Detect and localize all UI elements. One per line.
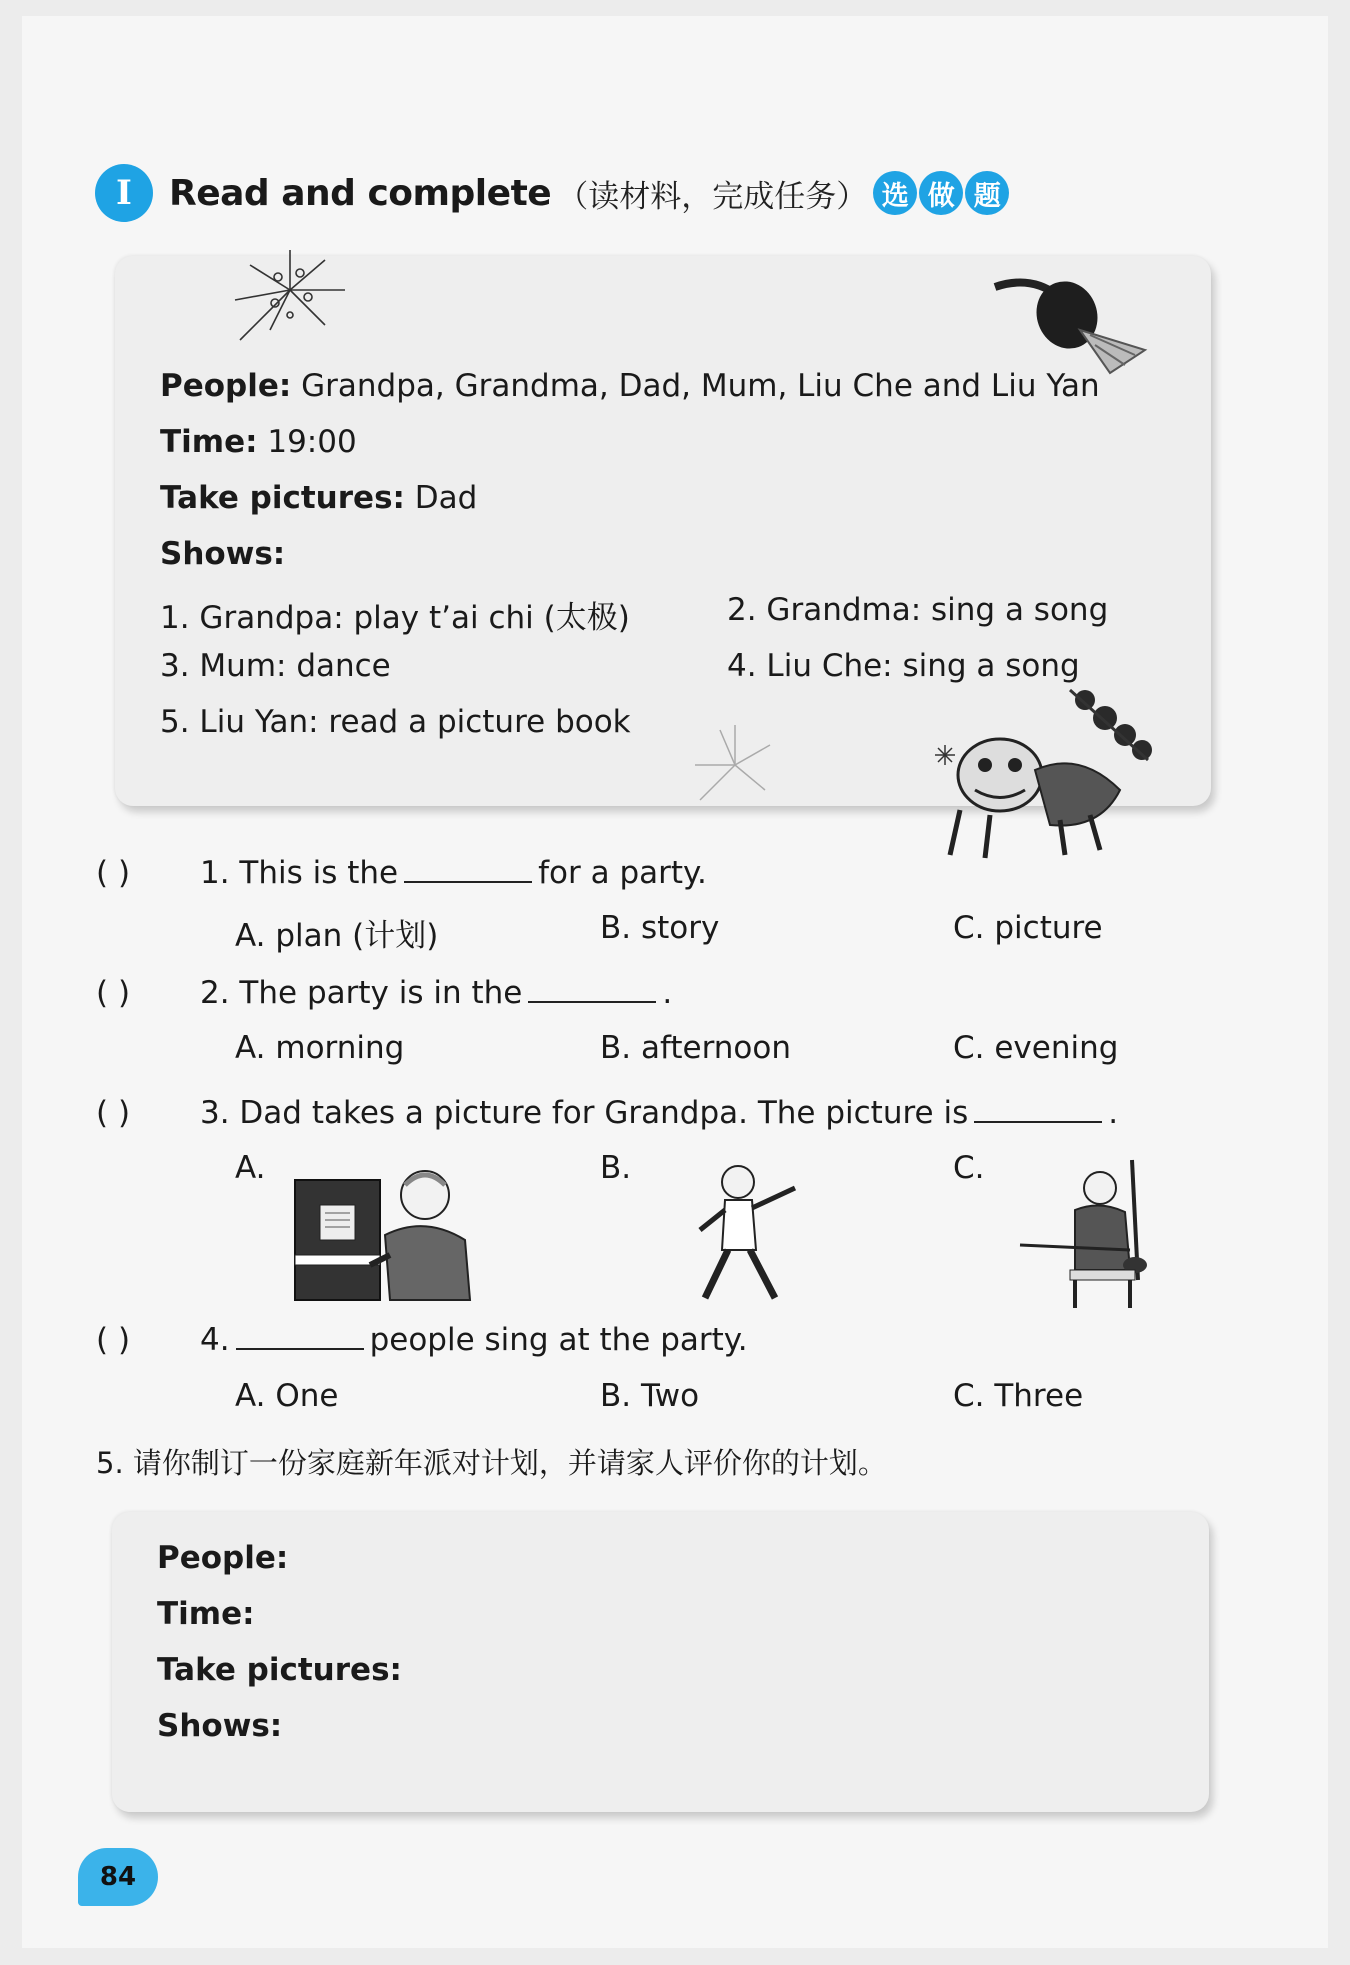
plan-shows-row [160,536,285,572]
show-item: 1. Grandpa: play t’ai chi (太极) [160,600,630,636]
optional-badges [873,171,1011,215]
plan-time-row [160,424,357,460]
show-item: 2. Grandma: sing a song [727,592,1109,628]
question-4 [200,1322,748,1358]
option-a[interactable]: A. [235,1150,266,1186]
answer-blank[interactable] [404,855,532,883]
option-b[interactable]: B. Two [600,1378,700,1414]
question-text: . [662,975,673,1011]
answer-blank[interactable] [974,1095,1102,1123]
option-a[interactable]: A. morning [235,1030,405,1066]
lion-dance-icon [930,680,1160,860]
answer-paren[interactable]: ( ) [96,1095,131,1131]
time-label: Time: [160,424,258,460]
question-1 [200,855,707,891]
option-c[interactable]: C. Three [953,1378,1084,1414]
question-text: for a party. [538,855,707,891]
question-text: . [1108,1095,1119,1131]
people-label: People: [160,368,292,404]
people-value: Grandpa, Grandma, Dad, Mum, Liu Che and Liu Yan [291,368,1100,404]
question-3 [200,1095,1118,1131]
sparkle-icon [690,720,780,810]
plan-pictures-row [160,480,477,516]
option-b[interactable]: B. afternoon [600,1030,791,1066]
task-5-instruction: 5. 请你制订一份家庭新年派对计划，并请家人评价你的计划。 [96,1446,887,1480]
page-number: 84 [78,1848,158,1906]
drum-icon [995,275,1155,375]
option-c[interactable]: C. evening [953,1030,1119,1066]
optional-badge: 选 [873,171,917,215]
optional-badge: 做 [919,171,963,215]
grandpa-taichi-image[interactable] [690,1160,810,1305]
section-title-cn: （读材料，完成任务） [557,178,868,215]
shows-label: Shows: [160,536,286,572]
show-item: 5. Liu Yan: read a picture book [160,704,631,740]
pictures-value: Dad [404,480,478,516]
show-item: 3. Mum: dance [160,648,391,684]
question-text: 4. [200,1322,230,1358]
option-b[interactable]: B. story [600,910,720,946]
grandpa-piano-image[interactable] [290,1155,480,1305]
firework-icon [230,245,350,355]
optional-badge: 题 [965,171,1009,215]
blank-people-label[interactable]: People: [157,1540,289,1576]
grandpa-erhu-image[interactable] [1020,1160,1170,1310]
question-2 [200,975,672,1011]
question-text: people sing at the party. [369,1322,748,1358]
answer-paren[interactable]: ( ) [96,975,131,1011]
time-value: 19:00 [257,424,357,460]
option-a[interactable]: A. plan (计划) [235,918,439,954]
pictures-label: Take pictures: [160,480,405,516]
answer-paren[interactable]: ( ) [96,1322,131,1358]
blank-pictures-label[interactable]: Take pictures: [157,1652,402,1688]
question-text: 2. The party is in the [200,975,523,1011]
section-number-badge: I [95,164,153,222]
question-text: 1. This is the [200,855,399,891]
blank-shows-label[interactable]: Shows: [157,1708,283,1744]
plan-people-row [160,368,1100,404]
section-heading [95,163,1011,223]
option-c[interactable]: C. picture [953,910,1103,946]
option-a[interactable]: A. One [235,1378,339,1414]
question-text: 3. Dad takes a picture for Grandpa. The picture is [200,1095,969,1131]
option-c[interactable]: C. [953,1150,985,1186]
show-item: 4. Liu Che: sing a song [727,648,1080,684]
answer-paren[interactable]: ( ) [96,855,131,891]
option-b[interactable]: B. [600,1150,632,1186]
section-title: Read and complete [169,172,552,214]
answer-blank[interactable] [528,975,656,1003]
blank-time-label[interactable]: Time: [157,1596,255,1632]
answer-blank[interactable] [236,1322,364,1350]
